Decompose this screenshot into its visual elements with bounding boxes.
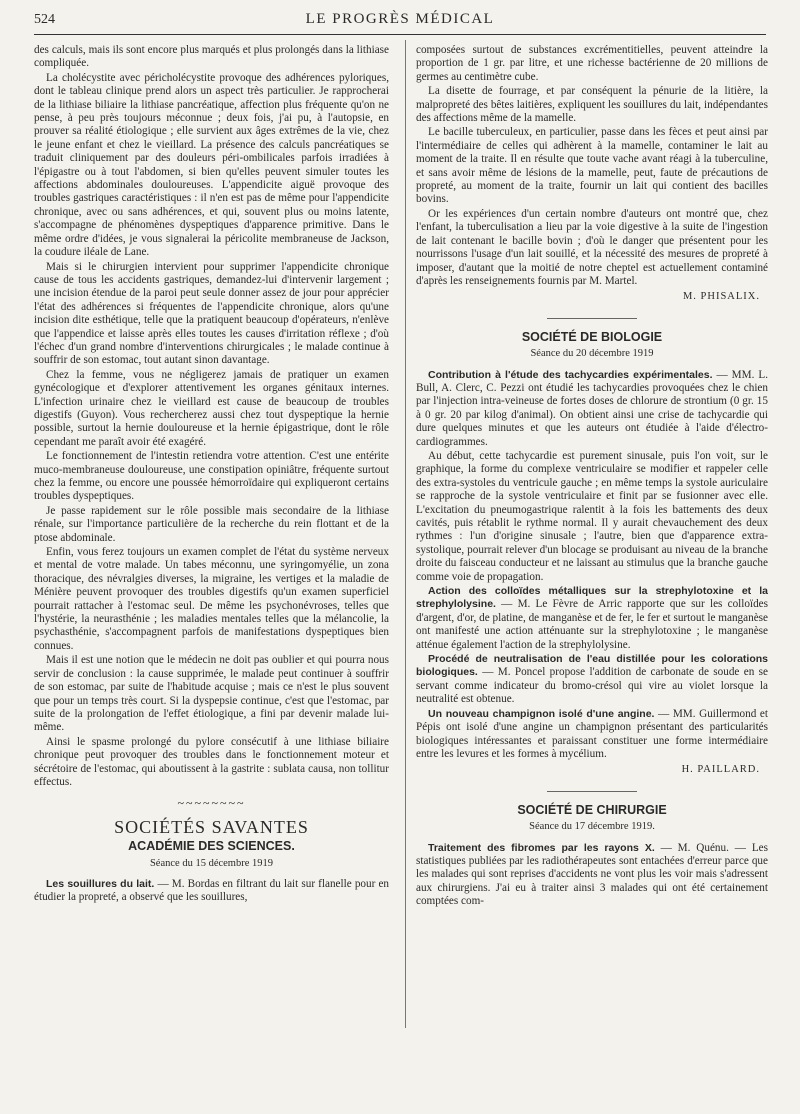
academy-session-date: Séance du 15 décembre 1919 <box>149 857 274 869</box>
paragraph: Le bacille tuberculeux, en particulier, passe dans les fèces et peut ainsi par l'intermédiaire de celles qui adhèrent à la mamelle, contaminer le lait au moment de la traite. Il en résulte que toute vache avant réagi à la tuberculine, et sans avoir même de lésions de la mamelle, peut, faute de précautions de propreté, au moment de la traite, fournir un lait qui contient des bacilles bovins. <box>416 126 768 206</box>
section-rule <box>547 791 637 792</box>
article-title: Un nouveau champignon isolé d'une angine. <box>428 707 655 720</box>
paragraph: Au début, cette tachycardie est purement sinusale, puis l'on voit, sur le graphique, la forme du complexe ventriculaire se modifier et rappeler celle des extra-systoles du ventricule gauche ; en même temps la systole auriculaire se rapproche de la systole ventriculaire et finit par se fusionner avec elle. L'excitation du pneumogastrique ralentit à la fois les battements des deux cavités, puis rétablit le rythme normal. Il y aurait chevauchement des deux rythmes : l'un d'origine sinusale ; l'autre, bien que d'apparence extra-systolique, pourrait relever d'un blocage se produisant au niveau de la branche droite du faisceau conducteur et ne laissant au stimulus que la branche gauche comme voie de propagation. <box>416 449 768 583</box>
paragraph: des calculs, mais ils sont encore plus marqués et plus prolongés dans la lithiase compliquée. <box>34 44 389 70</box>
surgery-session-date: Séance du 17 décembre 1919. <box>529 821 655 833</box>
left-column <box>34 44 389 906</box>
paragraph: Action des colloïdes métalliques sur la strephylotoxine et la strephylolysine. — M. Le Fèvre de Arric rapporte que sur les colloïdes d'argent, d'or, de platine, de manganèse et de fer, le fer et surtout le manganèse ont manifesté une action atténuante sur la strephylotoxine ; le manganèse atténue également l'action de la strephylolysine. <box>416 585 768 651</box>
article-title: Les souillures du lait. <box>46 877 155 890</box>
paragraph: Chez la femme, vous ne négligerez jamais de pratiquer un examen gynécologique et d'explorer attentivement les organes génitaux internes. L'infection urinaire chez le vieillard est cause de beaucoup de troubles digestifs (Guyon). Vous rechercherez aussi chez tout dyspeptique la hernie possible, surtout la hernie douloureuse et la hernie épigastrique, dont le rôle cependant me paraît avoir été exagéré. <box>34 368 389 448</box>
paragraph: Procédé de neutralisation de l'eau distillée pour les colorations biologiques. — M. Poncel propose l'addition de carbonate de soude en se servant comme indicateur du bromo-crésol qui vire au violet lorsque la neutralité est obtenue. <box>416 653 768 706</box>
paragraph: Or les expériences d'un certain nombre d'auteurs ont montré que, chez l'enfant, la tuberculisation a lieu par la voie digestive à la suite de l'ingestion de lait contenant le bacille bovin ; d'où le danger que présentent pour les nourrissons l'usage d'un lait souillé, et la nécessité des mesures de propreté à imposer, d'autant que la moitié de notre cheptel est actuellement contaminé d'après les renseignements fournis par M. Martel. <box>416 207 768 287</box>
paragraph: Contribution à l'étude des tachycardies expérimentales. — MM. L. Bull, A. Clerc, C. Pezzi ont étudié les tachycardies provoquées chez le chien par l'injection intra-veineuse de fortes doses de chlorure de strontium (0 gr. 15 à 0 gr. 20 par kilog d'animal). On obtient ainsi une crise de tachycardie qui dure quelques minutes et que les auteurs ont étudiée à l'aide d'électro-cardiogrammes. <box>416 368 768 448</box>
page-number: 524 <box>34 12 55 27</box>
article-title: Action des colloïdes métalliques sur la strephylotoxine et la strephylolysine. <box>416 585 768 611</box>
biology-session-date: Séance du 20 décembre 1919 <box>530 348 654 360</box>
paragraph: Mais il est une notion que le médecin ne doit pas oublier et qui pourra nous servir de conclusion : la cause supprimée, le malade peut continuer à souffrir de son estomac, par suite de l'habitude acquise ; mais ce n'est le plus souvent que pour un temps très court. Si la dyspepsie continue, c'est que l'estomac, par suite de la prolongation de l'effet étiologique, a fini par devenir malade lui-même. <box>34 654 389 734</box>
paragraph: Je passe rapidement sur le rôle possible mais secondaire de la lithiase rénale, sur l'importance particulière de la recherche du rein flottant et de la ptose abdominale. <box>34 504 389 544</box>
paragraph: La cholécystite avec péricholécystite provoque des adhérences pyloriques, dont le tableau clinique prend alors un aspect très particulier. Je rapprocherai de la lithiase biliaire la lithiase pancréatique, affection plus fréquente qu'on ne pense, à peu près toujours méconnue ; deux fois, j'ai pu, à l'autopsie, en prouver sa réalité étiologique ; elle survient aux âges extrêmes de la vie, chez le jeune enfant et chez le vieillard. La présence des calculs pancréatiques se traduit cliniquement par des douleurs péri-ombilicales parfois irradiées à l'épigastre ou à tout l'abdomen, si bien qu'elles peuvent simuler toutes les affections abdominales douloureuses. L'appendicite aiguë provoque des troubles gastriques caractéristiques : il n'en est pas de même pour l'appendicite chronique, avec ou sans adhérences, et qui, souvent plus ou moins latente, s'accompagne de phénomènes dyspeptiques d'apparence primitive. Dans le même ordre d'idées, je vous signalerai la péricolite membraneuse de Jackson, la coudure iléale de Lane. <box>34 71 389 259</box>
signature: M. PHISALIX. <box>682 291 760 303</box>
paragraph: Traitement des fibromes par les rayons X. — M. Quénu. — Les statistiques publiées par les radiothérapeutes sont entachées d'erreur parce que les malades qui sont reprises d'accidents ne vont plus les voir mais s'adressent aux chirurgiens. J'ai eu à traiter ainsi 3 malades qui ont été certainement comptées com- <box>416 841 768 908</box>
section-rule <box>547 318 637 319</box>
paragraph: Un nouveau champignon isolé d'une angine. — MM. Guillermond et Pépis ont isolé d'une angine un champignon présentant des particularités biologiques intéressantes et paraissant constituer une forme intermédiaire entre les levures et les formes à mycélium. <box>416 707 768 760</box>
paragraph: Ainsi le spasme prolongé du pylore consécutif à une lithiase biliaire chronique peut provoquer des troubles dans le fonctionnement moteur et sécrétoire de l'estomac, qui aboutissent à la gastrite : sublata causa, non tollitur effectus. <box>34 735 389 788</box>
paragraph: La disette de fourrage, et par conséquent la pénurie de la litière, la malpropreté des bêtes laitières, expliquent les souillures du lait, indépendantes des affections même de la mamelle. <box>416 85 768 125</box>
journal-title: LE PROGRÈS MÉDICAL <box>305 11 495 27</box>
column-divider <box>405 40 406 1028</box>
surgery-title: SOCIÉTÉ DE CHIRURGIE <box>517 802 667 817</box>
header-rule <box>34 34 766 35</box>
article-title: Contribution à l'étude des tachycardies expérimentales. <box>428 368 713 381</box>
section-title: SOCIÉTÉS SAVANTES <box>114 816 309 837</box>
paragraph: Les souillures du lait. — M. Bordas en filtrant du lait sur flanelle pour en étudier la propreté, a observé que les souillures, <box>34 877 390 904</box>
ornament-divider: ~~~~~~~~ <box>177 796 246 811</box>
article-title: Procédé de neutralisation de l'eau distillée pour les colorations biologiques. <box>416 653 768 679</box>
paragraph: Enfin, vous ferez toujours un examen complet de l'état du système nerveux et mental de votre malade. Un tabes méconnu, une syringomyélie, un zona thoracique, des névralgies diverses, la migraine, les vertiges et la maladie de Ménière peuvent provoquer des troubles digestifs qu'un examen superficiel pourrait rattacher à l'estomac seul. De même les psychonévroses, telles que l'hystérie, la neurasthénie ; les maladies mentales telles que la mélancolie, la psychasthénie, s'accompagnent parfois de manifestations dyspeptiques bien connues. <box>34 546 389 652</box>
signature: H. PAILLARD. <box>681 764 760 776</box>
academy-title: ACADÉMIE DES SCIENCES. <box>128 839 295 854</box>
paragraph: Mais si le chirurgien intervient pour supprimer l'appendicite chronique cause de tous les accidents gastriques, demandez-lui d'intervenir largement ; une incision étendue de la paroi peut seule donner assez de jour pour apprécier l'état des adhérences si fréquentes de l'appendicite chronique, alors qu'une incision dite esthétique, telle que la pratiquent beaucoup d'opérateurs, n'enlève que l'appendice et laisse après elles toutes les causes d'irritation réflexe ; d'où l'échec d'un grand nombre d'interventions chirurgicales ; le malade continue à souffrir de son estomac, tout autant sinon davantage. <box>34 260 389 367</box>
paragraph: composées surtout de substances excrémentitielles, peuvent atteindre la proportion de 1 gr. par litre, et une richesse bactérienne de 20 millions de germes au centimètre cube. <box>416 44 768 83</box>
paragraph: Le fonctionnement de l'intestin retiendra votre attention. C'est une entérite muco-membraneuse douloureuse, une constipation opiniâtre, fréquente surtout chez la femme, ou encore une poussée hémorroïdaire qui expliqueront certains troubles dyspeptiques. <box>34 450 389 503</box>
page-header <box>34 8 766 34</box>
biology-title: SOCIÉTÉ DE BIOLOGIE <box>521 329 663 344</box>
right-column <box>416 44 768 910</box>
article-title: Traitement des fibromes par les rayons X. <box>428 841 655 854</box>
